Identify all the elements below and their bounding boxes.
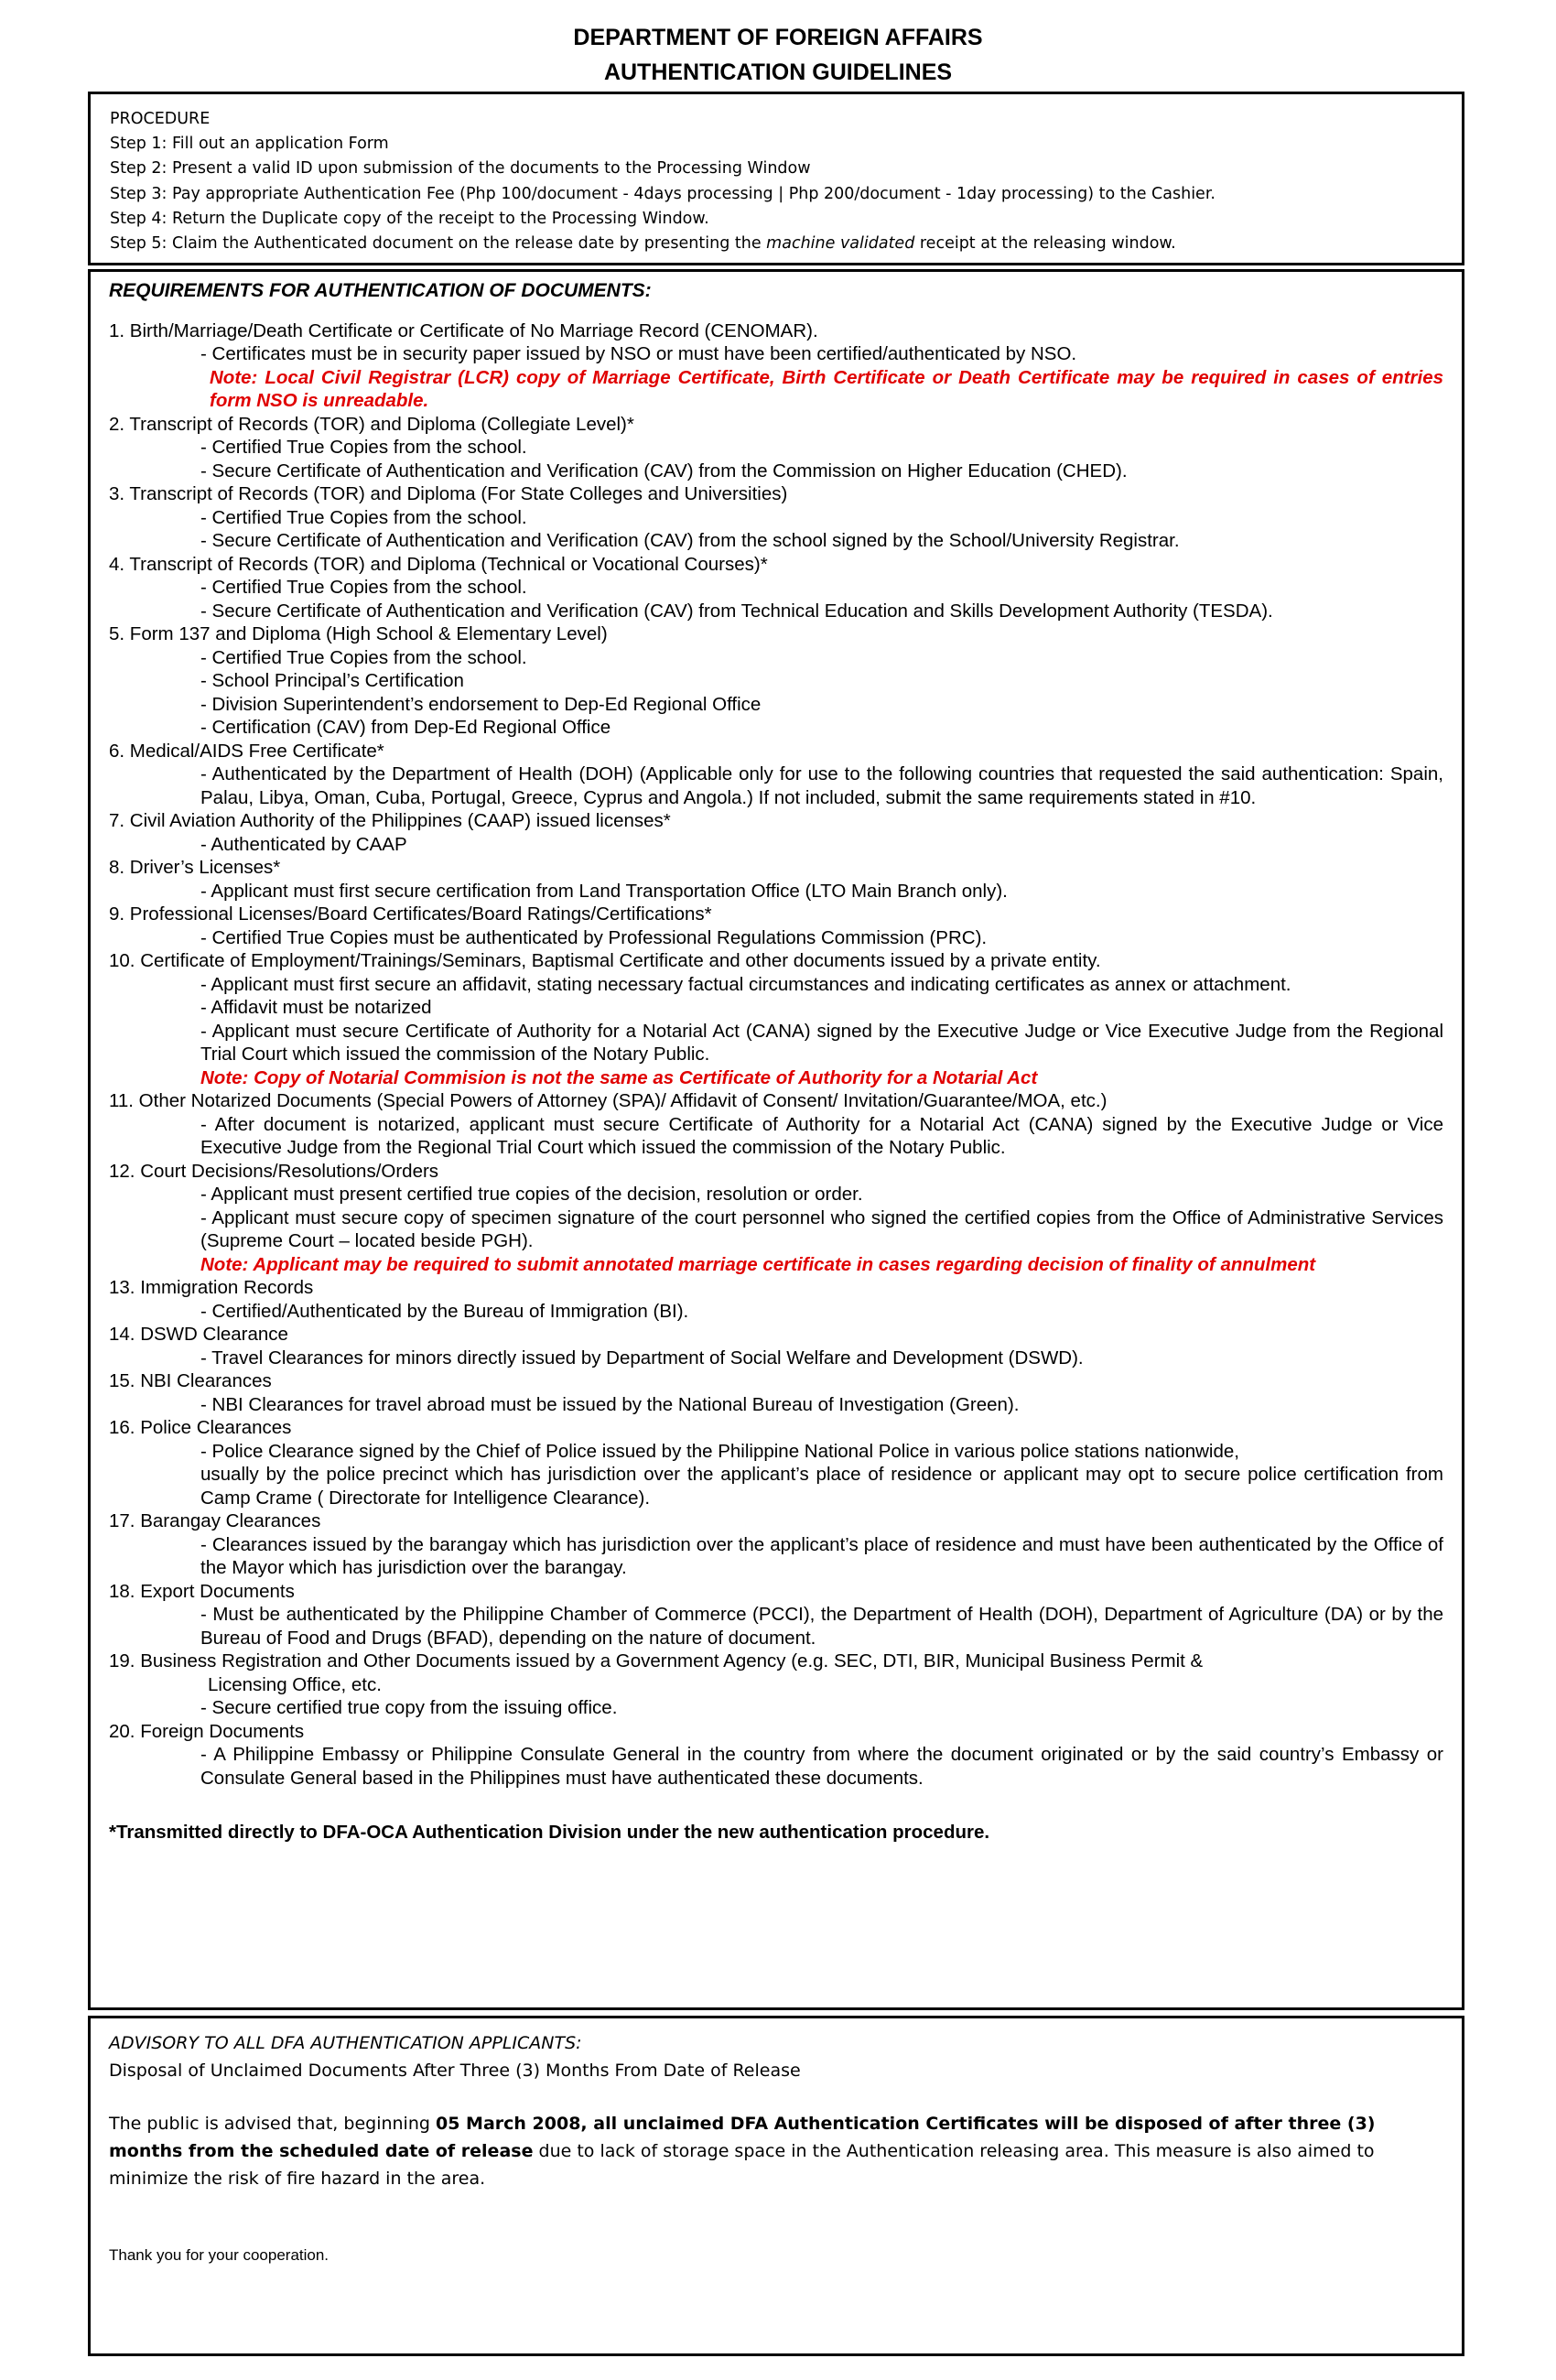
advisory-subheading: Disposal of Unclaimed Documents After Three (3) Months From Date of Release <box>109 2061 801 2081</box>
requirement-detail: - Division Superintendent’s endorsement to Dep-Ed Regional Office <box>200 693 762 715</box>
procedure-heading: PROCEDURE <box>110 110 211 128</box>
requirements-footnote: *Transmitted directly to DFA-OCA Authentication Division under the new authentication procedure. <box>109 1822 990 1843</box>
requirement-note: Note: Applicant may be required to submit annotated marriage certificate in cases regarding decision of finality of annulment <box>200 1253 1316 1275</box>
requirement-detail: - Police Clearance signed by the Chief of Police issued by the Philippine National Police in various police stations nationwide, <box>200 1440 1239 1462</box>
requirement-detail: - Secure Certificate of Authentication and Verification (CAV) from the school signed by the School/University Registrar. <box>200 530 1180 551</box>
requirement-detail: - Applicant must secure Certificate of Authority for a Notarial Act (CANA) signed by the Executive Judge or Vice Executive Judge from the Regional Trial Court which issued the commission of the Notary Public. <box>200 1020 1443 1065</box>
document-title: DEPARTMENT OF FOREIGN AFFAIRS <box>573 25 983 50</box>
requirement-detail: - NBI Clearances for travel abroad must be issued by the National Bureau of Investigation (Green). <box>200 1393 1020 1415</box>
document-subtitle: AUTHENTICATION GUIDELINES <box>603 60 953 85</box>
requirement-item: 8. Driver’s Licenses* <box>109 857 281 878</box>
requirement-item: 16. Police Clearances <box>109 1417 292 1438</box>
requirement-detail: - Certified True Copies from the school. <box>200 577 527 598</box>
requirement-item: 11. Other Notarized Documents (Special Powers of Attorney (SPA)/ Affidavit of Consent/ Invitation/Guarantee/MOA, etc.) <box>109 1090 1108 1111</box>
advisory-content <box>109 2029 1436 2269</box>
requirement-detail: - Certificates must be in security paper issued by NSO or must have been certified/authenticated by NSO. <box>200 343 1077 364</box>
requirement-detail: - Affidavit must be notarized <box>200 997 432 1018</box>
procedure-step-2: Step 2: Present a valid ID upon submission of the documents to the Processing Window <box>110 159 811 178</box>
procedure-step-5-emphasis: machine validated <box>766 234 915 254</box>
requirement-detail: - Certified True Copies from the school. <box>200 646 527 668</box>
advisory-box <box>88 2016 1464 2356</box>
requirement-note: Note: Copy of Notarial Commision is not the same as Certificate of Authority for a Notarial Act <box>200 1066 1038 1088</box>
requirement-item: 9. Professional Licenses/Board Certificates/Board Ratings/Certifications* <box>109 903 712 925</box>
requirement-detail: - Certified True Copies from the school. <box>200 506 527 528</box>
requirement-item: 1. Birth/Marriage/Death Certificate or Certificate of No Marriage Record (CENOMAR). <box>109 319 818 341</box>
requirement-detail: - Secure Certificate of Authentication and Verification (CAV) from the Commission on Higher Education (CHED). <box>200 460 1128 481</box>
requirement-item: 17. Barangay Clearances <box>109 1510 321 1531</box>
requirement-detail: - Secure Certificate of Authentication and Verification (CAV) from Technical Education and Skills Development Authority (TESDA). <box>200 600 1273 622</box>
advisory-body-emphasis: 05 March 2008, all unclaimed DFA Authentication Certificates will be disposed of after three (3) months from the scheduled date of release <box>109 2114 1376 2161</box>
requirement-item: 4. Transcript of Records (TOR) and Diploma (Technical or Vocational Courses)* <box>109 553 768 575</box>
requirement-detail: - After document is notarized, applicant must secure Certificate of Authority for a Notarial Act (CANA) signed by the Executive Judge or Vice Executive Judge from the Regional Trial Court which issued the commission of the Notary Public. <box>200 1113 1443 1158</box>
requirement-item: 20. Foreign Documents <box>109 1720 305 1742</box>
requirement-detail: - School Principal’s Certification <box>200 670 464 691</box>
procedure-step-5-end: receipt at the releasing window. <box>914 234 1176 254</box>
requirements-list <box>109 279 1443 1844</box>
procedure-step-1: Step 1: Fill out an application Form <box>110 135 389 154</box>
requirement-item: 12. Court Decisions/Resolutions/Orders <box>109 1160 439 1182</box>
requirement-detail: - Certified/Authenticated by the Bureau of Immigration (BI). <box>200 1300 689 1322</box>
requirement-item: 6. Medical/AIDS Free Certificate* <box>109 740 384 762</box>
requirement-item: 7. Civil Aviation Authority of the Philippines (CAAP) issued licenses* <box>109 810 671 831</box>
advisory-heading: ADVISORY TO ALL DFA AUTHENTICATION APPLICANTS: <box>109 2033 582 2053</box>
requirement-item-continued: Licensing Office, etc. <box>208 1673 382 1695</box>
requirement-detail: - Certification (CAV) from Dep-Ed Regional Office <box>200 717 611 738</box>
requirements-box <box>88 269 1464 2010</box>
requirements-heading: REQUIREMENTS FOR AUTHENTICATION OF DOCUMENTS: <box>109 280 652 301</box>
requirement-item: 13. Immigration Records <box>109 1277 314 1298</box>
requirement-item: 14. DSWD Clearance <box>109 1324 288 1345</box>
requirement-detail: - Secure certified true copy from the issuing office. <box>200 1697 618 1718</box>
requirement-detail: - Certified True Copies from the school. <box>200 437 527 458</box>
procedure-box <box>88 92 1464 265</box>
requirement-item: 15. NBI Clearances <box>109 1370 272 1391</box>
requirement-item: 5. Form 137 and Diploma (High School & Elementary Level) <box>109 623 608 644</box>
requirement-note: Note: Local Civil Registrar (LCR) copy of Marriage Certificate, Birth Certificate or Death Certificate may be required in cases of entries form NSO is unreadable. <box>210 366 1443 411</box>
requirement-detail: - Travel Clearances for minors directly issued by Department of Social Welfare and Development (DSWD). <box>200 1347 1084 1368</box>
advisory-body <box>109 2110 1436 2192</box>
requirement-detail: - Must be authenticated by the Philippine Chamber of Commerce (PCCI), the Department of Health (DOH), Department of Agriculture (DA) or by the Bureau of Food and Drugs (BFAD), depending on the nature of document. <box>200 1604 1443 1649</box>
requirement-detail: - A Philippine Embassy or Philippine Consulate General in the country from where the document originated or by the said country’s Embassy or Consulate General based in the Philippines must have authenticated these documents. <box>200 1744 1443 1789</box>
requirement-detail: - Clearances issued by the barangay which has jurisdiction over the applicant’s place of residence and must have been authenticated by the Office of the Mayor which has jurisdiction over the barangay. <box>200 1533 1443 1578</box>
requirement-detail: - Applicant must first secure an affidavit, stating necessary factual circumstances and indicating certificates as annex or attachment. <box>200 973 1291 995</box>
requirement-item: 18. Export Documents <box>109 1580 295 1602</box>
advisory-body-intro: The public is advised that, beginning <box>109 2114 436 2134</box>
advisory-thanks: Thank you for your cooperation. <box>109 2246 330 2264</box>
requirement-detail: - Applicant must first secure certification from Land Transportation Office (LTO Main Branch only). <box>200 880 1008 902</box>
procedure-step-5-text: Step 5: Claim the Authenticated document on the release date by presenting the <box>110 234 767 254</box>
requirement-item: 2. Transcript of Records (TOR) and Diploma (Collegiate Level)* <box>109 413 634 435</box>
requirement-detail: - Applicant must present certified true copies of the decision, resolution or order. <box>200 1184 863 1205</box>
requirement-item: 3. Transcript of Records (TOR) and Diploma (For State Colleges and Universities) <box>109 483 788 504</box>
requirement-detail: - Authenticated by CAAP <box>200 833 407 855</box>
procedure-list <box>110 107 1453 256</box>
procedure-step-4: Step 4: Return the Duplicate copy of the receipt to the Processing Window. <box>110 209 709 228</box>
advisory-body-end: due to lack of storage space in the Authentication releasing area. This measure is also aimed to minimize the risk of fire hazard in the area. <box>109 2141 1375 2189</box>
procedure-step-5 <box>110 232 1453 256</box>
requirement-item: 19. Business Registration and Other Documents issued by a Government Agency (e.g. SEC, DTI, BIR, Municipal Business Permit & <box>109 1650 1204 1671</box>
requirement-detail: - Authenticated by the Department of Health (DOH) (Applicable only for use to the following countries that requested the said authentication: Spain, Palau, Libya, Oman, Cuba, Portugal, Greece, Cyprus and Angola.) If not included, submit the same requirements stated in #10. <box>200 763 1443 808</box>
requirement-detail: - Applicant must secure copy of specimen signature of the court personnel who signed the certified copies from the Office of Administrative Services (Supreme Court – located beside PGH). <box>200 1206 1443 1251</box>
procedure-step-3: Step 3: Pay appropriate Authentication Fee (Php 100/document - 4days processing | Php 200/document - 1day processing) to the Cashier. <box>110 184 1216 203</box>
requirement-item: 10. Certificate of Employment/Trainings/Seminars, Baptismal Certificate and other documents issued by a private entity. <box>109 950 1101 971</box>
requirement-detail: usually by the police precinct which has jurisdiction over the applicant’s place of residence or applicant may opt to secure police certification from Camp Crame ( Directorate for Intelligence Clearance). <box>200 1464 1443 1509</box>
requirement-detail: - Certified True Copies must be authenticated by Professional Regulations Commission (PRC). <box>200 926 988 948</box>
